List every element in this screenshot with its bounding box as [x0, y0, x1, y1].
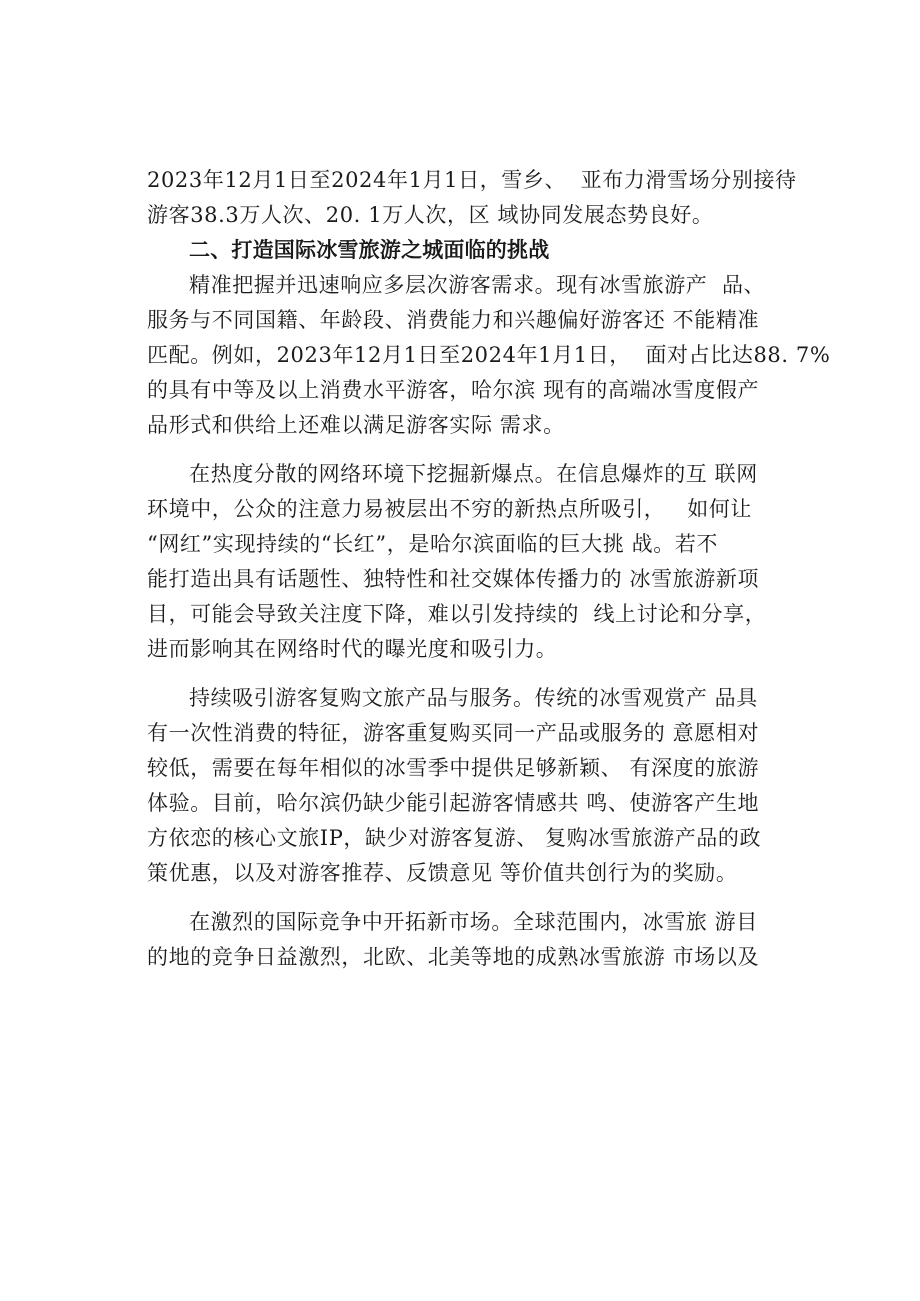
document-body [147, 163, 831, 975]
text-line: 策优惠，以及对游客推荐、反馈意见 等价值共创行为的奖励。 [147, 861, 738, 885]
section-heading: 二、打造国际冰雪旅游之城面临的挑战 [189, 238, 550, 262]
text-line: 的具有中等及以上消费水平游客，哈尔滨 现有的高端冰雪度假产 [147, 378, 760, 402]
text-line: 游客38.3万人次、20. 1万人次，区 域协同发展态势良好。 [147, 203, 714, 227]
paragraph-tourist-demand [147, 268, 831, 443]
text-line: 服务与不同国籍、年龄段、消费能力和兴趣偏好游客还 不能精准 [147, 308, 760, 332]
paragraph-online-hotspots [147, 457, 807, 667]
text-line: 在激烈的国际竞争中开拓新市场。全球范围内，冰雪旅 游目 [189, 910, 758, 934]
text-line: 的地的竞争日益激烈，北欧、北美等地的成熟冰雪旅游 市场以及 [147, 945, 760, 969]
text-line: 能打造出具有话题性、独特性和社交媒体传播力的 冰雪旅游新项 [147, 567, 760, 591]
text-line: 进而影响其在网络时代的曝光度和吸引力。 [147, 637, 558, 661]
text-line: 环境中，公众的注意力易被层出不穷的新热点所吸引， 如何让 [147, 497, 753, 521]
paragraph-intro-stats [147, 163, 807, 233]
text-line: “网红”实现持续的“长红”，是哈尔滨面临的巨大挑 战。若不 [147, 532, 719, 556]
text-line: 精准把握并迅速响应多层次游客需求。现有冰雪旅游产 品、 [189, 273, 766, 297]
text-line: 2023年12月1日至2024年1月1日，雪乡、 亚布力滑雪场分别接待 [147, 168, 797, 192]
text-line: 目，可能会导致关注度下降，难以引发持续的 线上讨论和分享， [147, 602, 767, 626]
text-line: 体验。目前，哈尔滨仍缺少能引起游客情感共 鸣、使游客产生地 [147, 791, 760, 815]
text-line: 匹配。例如，2023年12月1日至2024年1月1日， 面对占比达88. 7% [147, 343, 831, 367]
paragraph-international-market [147, 905, 807, 975]
text-line: 较低，需要在每年相似的冰雪季中提供足够新颖、 有深度的旅游 [147, 756, 760, 780]
text-line: 持续吸引游客复购文旅产品与服务。传统的冰雪观赏产 品具 [189, 686, 758, 710]
text-line: 在热度分散的网络环境下挖掘新爆点。在信息爆炸的互 联网 [189, 462, 758, 486]
text-line: 有一次性消费的特征，游客重复购买同一产品或服务的 意愿相对 [147, 721, 760, 745]
text-line: 品形式和供给上还难以满足游客实际 需求。 [147, 413, 565, 437]
paragraph-repeat-purchase [147, 681, 807, 891]
text-line: 方依恋的核心文旅IP，缺少对游客复游、 复购冰雪旅游产品的政 [147, 826, 762, 850]
